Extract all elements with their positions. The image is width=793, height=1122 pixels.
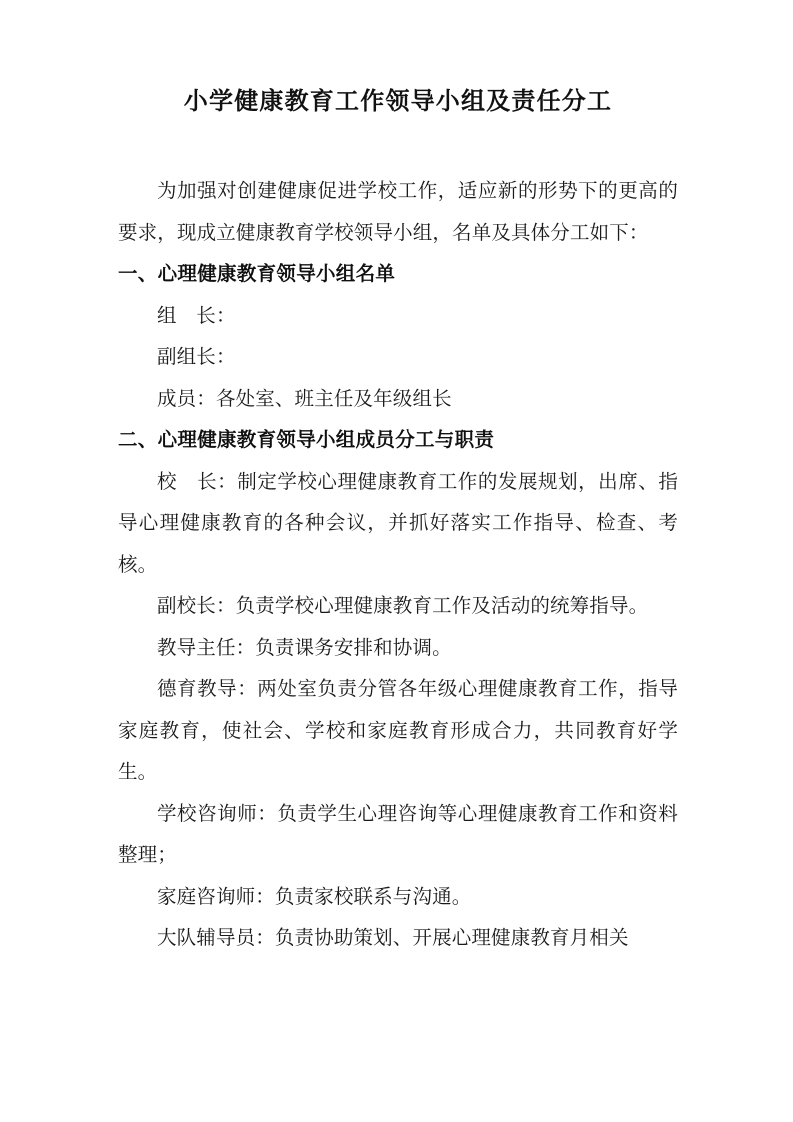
duty-item-family-counselor: 家庭咨询师：负责家校联系与沟通。 (157, 884, 472, 908)
roster-item-group-leader: 组 长： (157, 303, 236, 327)
document-body (118, 84, 678, 959)
duty-item-school-counselor: 学校咨询师：负责学生心理咨询等心理健康教育工作和资料整理； (118, 801, 678, 866)
duty-item-moral-education-director: 德育教导：两处室负责分管各年级心理健康教育工作，指导家庭教育，使社会、学校和家庭教育形成合力，共同教育好学生。 (118, 677, 678, 783)
title-spacer (118, 118, 678, 170)
page-title: 小学健康教育工作领导小组及责任分工 (183, 86, 613, 115)
intro-text: 为加强对创建健康促进学校工作，适应新的形势下的更高的要求，现成立健康教育学校领导小组，名单及具体分工如下： (118, 179, 678, 244)
intro-paragraph (118, 170, 678, 253)
roster-item-deputy-group-leader: 副组长： (157, 345, 236, 368)
duty-item-teaching-director: 教导主任：负责课务安排和协调。 (157, 635, 452, 659)
section-heading-two: 二、心理健康教育领导小组成员分工与职责 (118, 428, 495, 451)
duty-item-principal: 校 长：制定学校心理健康教育工作的发展规划，出席、指导心理健康教育的各种会议，并抓好落实工作指导、检查、考核。 (118, 469, 678, 576)
duty-item-vice-principal: 副校长：负责学校心理健康教育工作及活动的统筹指导。 (157, 594, 649, 617)
roster-item-members: 成员：各处室、班主任及年级组长 (157, 386, 452, 410)
section-heading-one: 一、心理健康教育领导小组名单 (118, 262, 396, 285)
duty-item-brigade-counselor: 大队辅导员：负责协助策划、开展心理健康教育月相关 (157, 926, 629, 949)
